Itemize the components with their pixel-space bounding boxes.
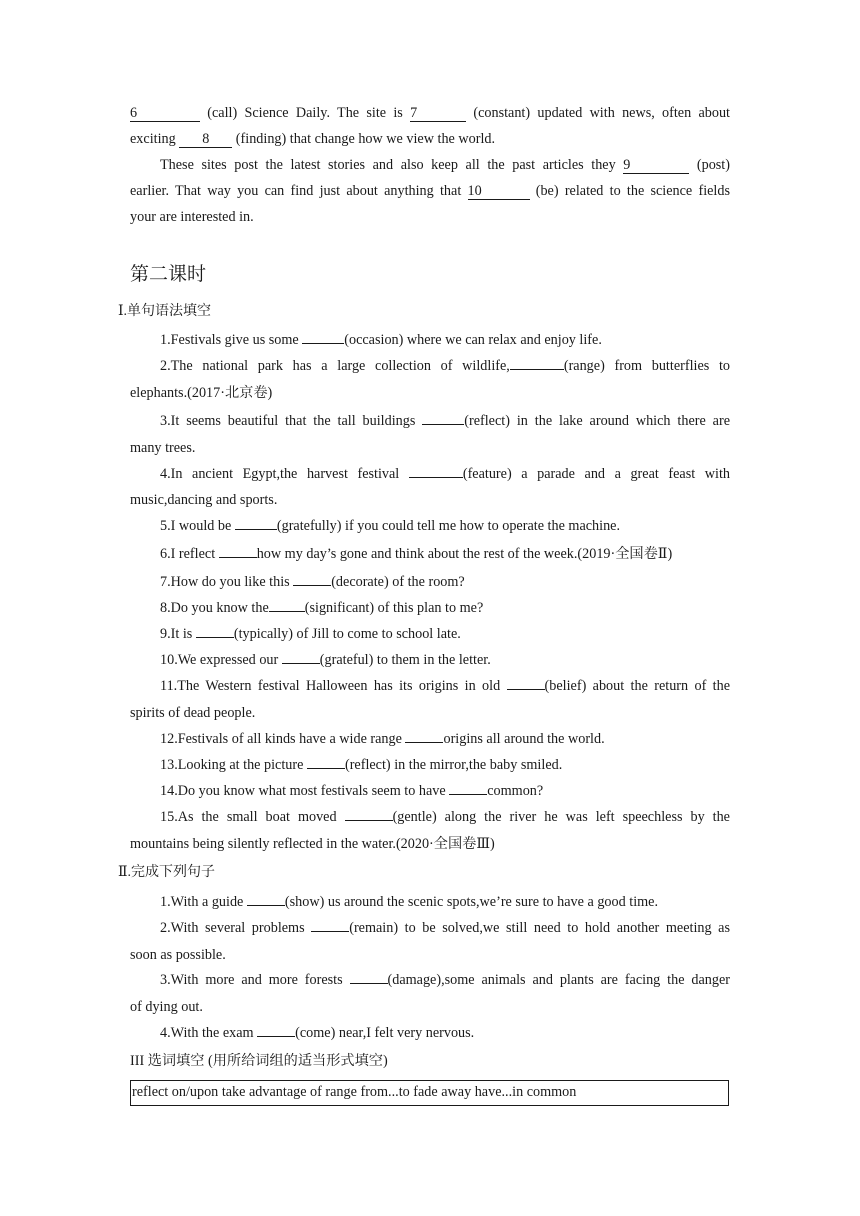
answer-blank[interactable] [235, 529, 277, 530]
s1-question-12: 12.Festivals of all kinds have a wide range origins all around the world. [160, 731, 605, 747]
s1-question-15-cont: mountains being silently reflected in the water.(2020·全国卷Ⅲ) [130, 836, 495, 852]
blank-6[interactable]: 6 [130, 106, 200, 122]
s2-question-4: 4.With the exam (come) near,I felt very nervous. [160, 1025, 475, 1041]
answer-blank[interactable] [449, 794, 487, 795]
answer-blank[interactable] [302, 343, 344, 344]
s1-question-1: 1.Festivals give us some (occasion) where we can relax and enjoy life. [160, 332, 602, 348]
section-1-title: Ⅰ.单句语法填空 [118, 304, 212, 319]
s1-question-13: 13.Looking at the picture (reflect) in the mirror,the baby smiled. [160, 757, 563, 773]
s2-question-3-cont: of dying out. [130, 999, 203, 1015]
answer-blank[interactable] [350, 983, 388, 984]
s1-question-6: 6.I reflect how my day’s gone and think about the rest of the week.(2019·全国卷Ⅱ) [160, 546, 673, 562]
answer-blank[interactable] [269, 611, 305, 612]
s2-question-1: 1.With a guide (show) us around the scenic spots,we’re sure to have a good time. [160, 894, 659, 910]
answer-blank[interactable] [422, 424, 464, 425]
s2-question-2-cont: soon as possible. [130, 947, 226, 963]
s1-question-9: 9.It is (typically) of Jill to come to school late. [160, 626, 461, 642]
blank-10[interactable]: 10 [468, 184, 530, 200]
s1-question-2-cont: elephants.(2017·北京卷) [130, 385, 273, 401]
section-2-title: Ⅱ.完成下列句子 [118, 865, 216, 880]
s2-question-2: 2.With several problems (remain) to be solved,we still need to hold another meeting as [160, 920, 730, 936]
s1-question-3-cont: many trees. [130, 440, 196, 456]
answer-blank[interactable] [307, 768, 345, 769]
passage-line-1: 6 (call) Science Daily. The site is 7 (constant) updated with news, often about [130, 105, 730, 121]
answer-blank[interactable] [409, 477, 463, 478]
s1-question-14: 14.Do you know what most festivals seem to have common? [160, 783, 544, 799]
word-bank-text: reflect on/upon take advantage of range from...to fade away have...in common [132, 1084, 577, 1100]
passage-line-3: These sites post the latest stories and also keep all the past articles they 9 (post) [160, 157, 730, 173]
s2-question-3: 3.With more and more forests (damage),some animals and plants are facing the danger [160, 972, 730, 988]
s1-question-11-cont: spirits of dead people. [130, 705, 256, 721]
s1-question-10: 10.We expressed our (grateful) to them in the letter. [160, 652, 491, 668]
s1-question-5: 5.I would be (gratefully) if you could tell me how to operate the machine. [160, 518, 621, 534]
answer-blank[interactable] [405, 742, 443, 743]
answer-blank[interactable] [510, 369, 564, 370]
s1-question-11: 11.The Western festival Halloween has its origins in old (belief) about the return of the [160, 678, 731, 694]
answer-blank[interactable] [257, 1036, 295, 1037]
section-3-title: III 选词填空 (用所给词组的适当形式填空) [130, 1053, 388, 1069]
blank-9[interactable]: 9 [623, 158, 689, 174]
answer-blank[interactable] [219, 557, 257, 558]
passage-line-4: earlier. That way you can find just about anything that 10 (be) related to the science fields [130, 183, 730, 199]
answer-blank[interactable] [247, 905, 285, 906]
passage-line-5: your are interested in. [130, 209, 254, 225]
answer-blank[interactable] [311, 931, 349, 932]
answer-blank[interactable] [345, 820, 393, 821]
blank-7[interactable]: 7 [410, 106, 466, 122]
s1-question-2: 2.The national park has a large collection of wildlife, (range) from butterflies to [160, 358, 730, 374]
s1-question-15: 15.As the small boat moved (gentle) along the river he was left speechless by the [160, 809, 730, 825]
s1-question-7: 7.How do you like this (decorate) of the room? [160, 574, 465, 590]
lesson-title: 第二课时 [130, 264, 207, 285]
answer-blank[interactable] [196, 637, 234, 638]
blank-8[interactable]: 8 [179, 132, 232, 148]
word-bank-box [130, 1080, 729, 1106]
passage-line-2: exciting 8 (finding) that change how we view the world. [130, 131, 496, 147]
answer-blank[interactable] [507, 689, 545, 690]
s1-question-8: 8.Do you know the (significant) of this plan to me? [160, 600, 484, 616]
answer-blank[interactable] [293, 585, 331, 586]
s1-question-3: 3.It seems beautiful that the tall buildings (reflect) in the lake around which there are [160, 413, 730, 429]
s1-question-4-cont: music,dancing and sports. [130, 492, 278, 508]
s1-question-4: 4.In ancient Egypt,the harvest festival (feature) a parade and a great feast with [160, 466, 730, 482]
answer-blank[interactable] [282, 663, 320, 664]
